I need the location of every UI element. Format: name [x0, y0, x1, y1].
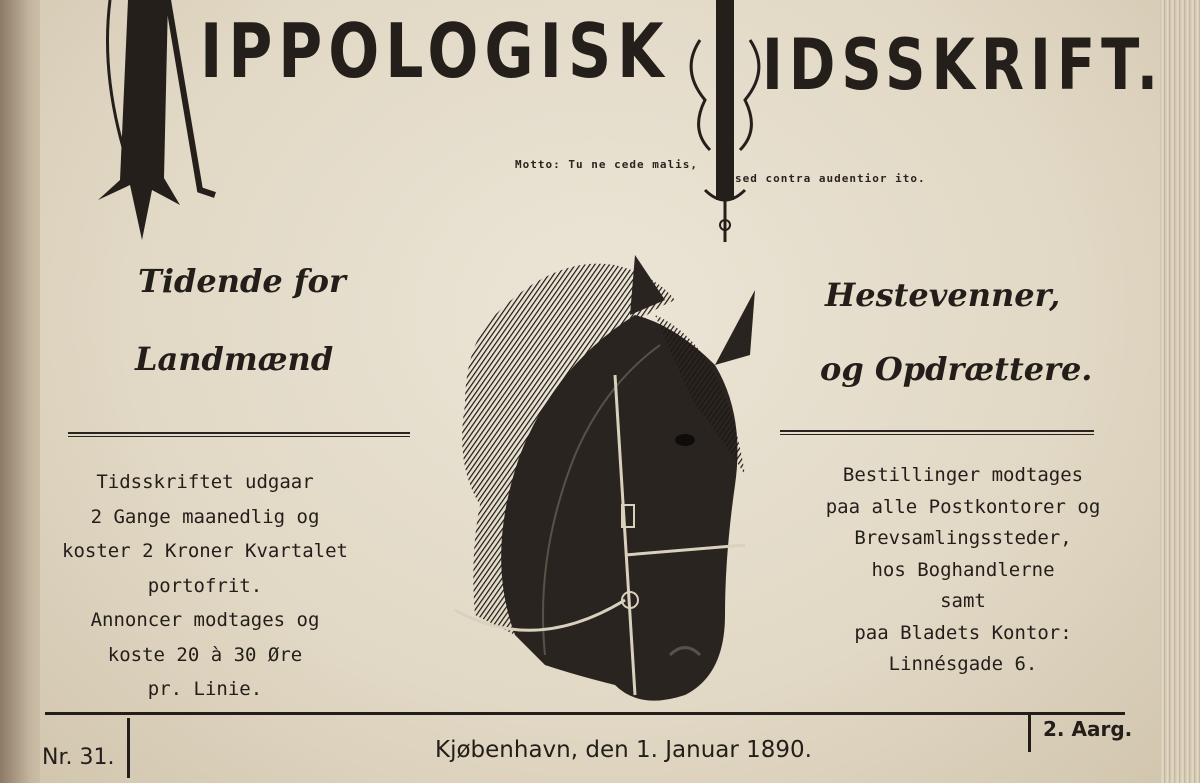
issue-number: Nr. 31. — [42, 745, 115, 770]
subtitle-left-line2: Landmænd — [135, 340, 334, 378]
footer-divider-right — [1028, 712, 1031, 752]
left-column-line: koster 2 Kroner Kvartalet — [62, 540, 348, 562]
subtitle-right-line2: og Opdrættere. — [820, 350, 1093, 388]
masthead-motto-part1: Motto: Tu ne cede malis, — [515, 158, 698, 171]
subtitle-right-line1: Hestevenner, — [825, 276, 1061, 314]
ornamental-t-initial-icon — [680, 0, 770, 245]
left-column-line: Tidsskriftet udgaar — [96, 471, 314, 493]
ordering-info-column — [788, 460, 1138, 681]
newspaper-page — [40, 0, 1165, 783]
volume-label: 2. Aarg. — [1043, 717, 1133, 741]
divider-rule-right — [780, 430, 1094, 435]
subscription-info-column — [45, 465, 365, 707]
right-column-line: Bestillinger modtages — [842, 464, 1084, 486]
right-column-line: hos Boghandlerne — [871, 558, 1055, 581]
left-column-line: portofrit. — [147, 574, 263, 597]
left-column-line: 2 Gange maanedlig og — [90, 505, 320, 528]
dateline: Kjøbenhavn, den 1. Januar 1890. — [435, 737, 812, 763]
masthead-title-tidsskrift: IDSSKRIFT. — [762, 25, 1165, 107]
footer-divider-left — [127, 718, 130, 778]
footer-top-rule — [45, 712, 1125, 715]
divider-rule-left — [68, 432, 410, 437]
subtitle-left-line1: Tidende for — [138, 262, 346, 300]
masthead-title-hippologisk: IPPOLOGISK — [200, 8, 670, 96]
right-column-line: Brevsamlingssteder, — [854, 527, 1072, 549]
masthead-motto-part2: sed contra audentior ito. — [735, 172, 926, 185]
right-column-line: paa Bladets Kontor: — [854, 621, 1072, 644]
left-column-line: koste 20 à 30 Øre — [107, 643, 303, 666]
right-column-line: Linnésgade 6. — [888, 653, 1038, 675]
right-column-line: paa alle Postkontorer og — [825, 495, 1101, 518]
horse-head-engraving-icon — [425, 255, 765, 710]
right-column-line: samt — [940, 590, 986, 612]
left-column-line: Annoncer modtages og — [90, 609, 320, 631]
left-column-line: pr. Linie. — [147, 678, 263, 700]
